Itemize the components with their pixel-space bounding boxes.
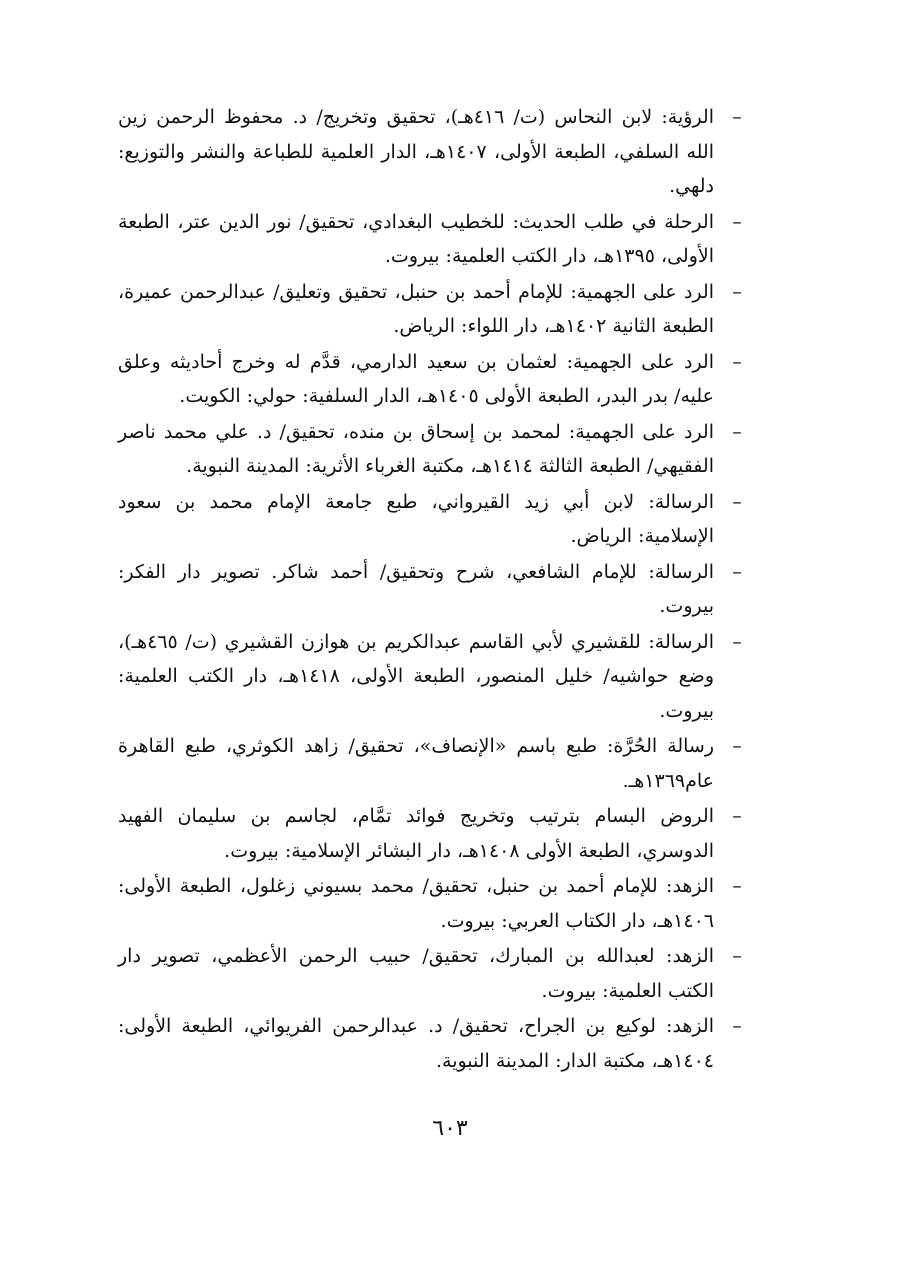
reference-entry [118,1009,750,1078]
reference-entry [118,799,750,868]
bibliography-list [118,100,750,1079]
reference-text: الرسالة: للقشيري لأبي القاسم عبدالكريم بن هوازن القشيري (ت/ ٤٦٥هـ)، وضع حواشيه/ خليل المنصور، الطبعة الأولى، ١٤١٨هـ، دار الكتب العلمية: بيروت. [118,630,714,722]
reference-text: رسالة الحُرَّة: طبع باسم «الإنصاف»، تحقيق/ زاهد الكوثري، طبع القاهرة عام١٣٦٩هـ. [118,735,714,792]
dash-bullet: – [732,106,742,128]
dash-bullet: – [732,630,742,653]
reference-entry [118,205,750,274]
reference-entry [118,729,750,798]
dash-bullet: – [732,420,742,443]
reference-text: الرد على الجهمية: لعثمان بن سعيد الدارمي، قدَّم له وخرج أحاديثه وعلق عليه/ بدر البدر، الطبعة الأولى ١٤٠٥هـ، الدار السلفية: حولي: الكويت. [118,350,715,407]
reference-text: الرحلة في طلب الحديث: للخطيب البغدادي، تحقيق/ نور الدين عتر، الطبعة الأولى، ١٣٩٥هـ، دار الكتب العلمية: بيروت. [118,210,714,267]
reference-text: الرسالة: للإمام الشافعي، شرح وتحقيق/ أحمد شاكر. تصوير دار الفكر: بيروت. [118,560,714,617]
reference-entry [118,275,750,344]
reference-entry [118,625,750,729]
dash-bullet: – [732,735,742,757]
reference-text: الزهد: لعبدالله بن المبارك، تحقيق/ حبيب الرحمن الأعظمي، تصوير دار الكتب العلمية: بيروت. [118,945,714,1002]
reference-text: الرسالة: لابن أبي زيد القيرواني، طبع جامعة الإمام محمد بن سعود الإسلامية: الرياض. [118,490,714,547]
reference-text: الزهد: لوكيع بن الجراح، تحقيق/ د. عبدالرحمن الفريوائي، الطبعة الأولى: ١٤٠٤هـ، مكتبة الدار: المدينة النبوية. [118,1015,714,1072]
reference-text: الزهد: للإمام أحمد بن حنبل، تحقيق/ محمد بسيوني زغلول، الطبعة الأولى: ١٤٠٦هـ، دار الكتاب العربي: بيروت. [118,875,714,932]
dash-bullet: – [732,280,742,303]
page-number: ٦٠٣ [432,1116,468,1141]
reference-entry [118,345,750,414]
dash-bullet: – [732,805,742,827]
dash-bullet: – [732,875,742,897]
dash-bullet: – [732,945,742,967]
reference-entry [118,939,750,1008]
dash-bullet: – [732,350,742,373]
reference-text: الروض البسام بترتيب وتخريج فوائد تمَّام، لجاسم بن سليمان الفهيد الدوسري، الطبعة الأولى ١٤٠٨هـ، دار البشائر الإسلامية: بيروت. [118,805,714,862]
reference-entry [118,869,750,938]
reference-entry [118,485,750,554]
reference-entry [118,100,750,204]
reference-entry [118,555,750,624]
reference-text: الرؤية: لابن النحاس (ت/ ٤١٦هـ)، تحقيق وتخريج/ د. محفوظ الرحمن زين الله السلفي، الطبعة الأولى، ١٤٠٧هـ، الدار العلمية للطباعة والنشر والتوزيع: دلهي. [118,106,714,197]
reference-text: الرد على الجهمية: لمحمد بن إسحاق بن منده، تحقيق/ د. علي محمد ناصر الفقيهي/ الطبعة الثالثة ١٤١٤هـ، مكتبة الغرباء الأثرية: المدينة النبوية. [118,420,714,477]
reference-entry [118,415,750,484]
dash-bullet: – [732,1015,742,1037]
dash-bullet: – [732,560,742,583]
dash-bullet: – [732,490,742,513]
dash-bullet: – [732,210,742,233]
reference-text: الرد على الجهمية: للإمام أحمد بن حنبل، تحقيق وتعليق/ عبدالرحمن عميرة، الطبعة الثانية ١٤٠٢هـ، دار اللواء: الرياض. [118,280,714,337]
